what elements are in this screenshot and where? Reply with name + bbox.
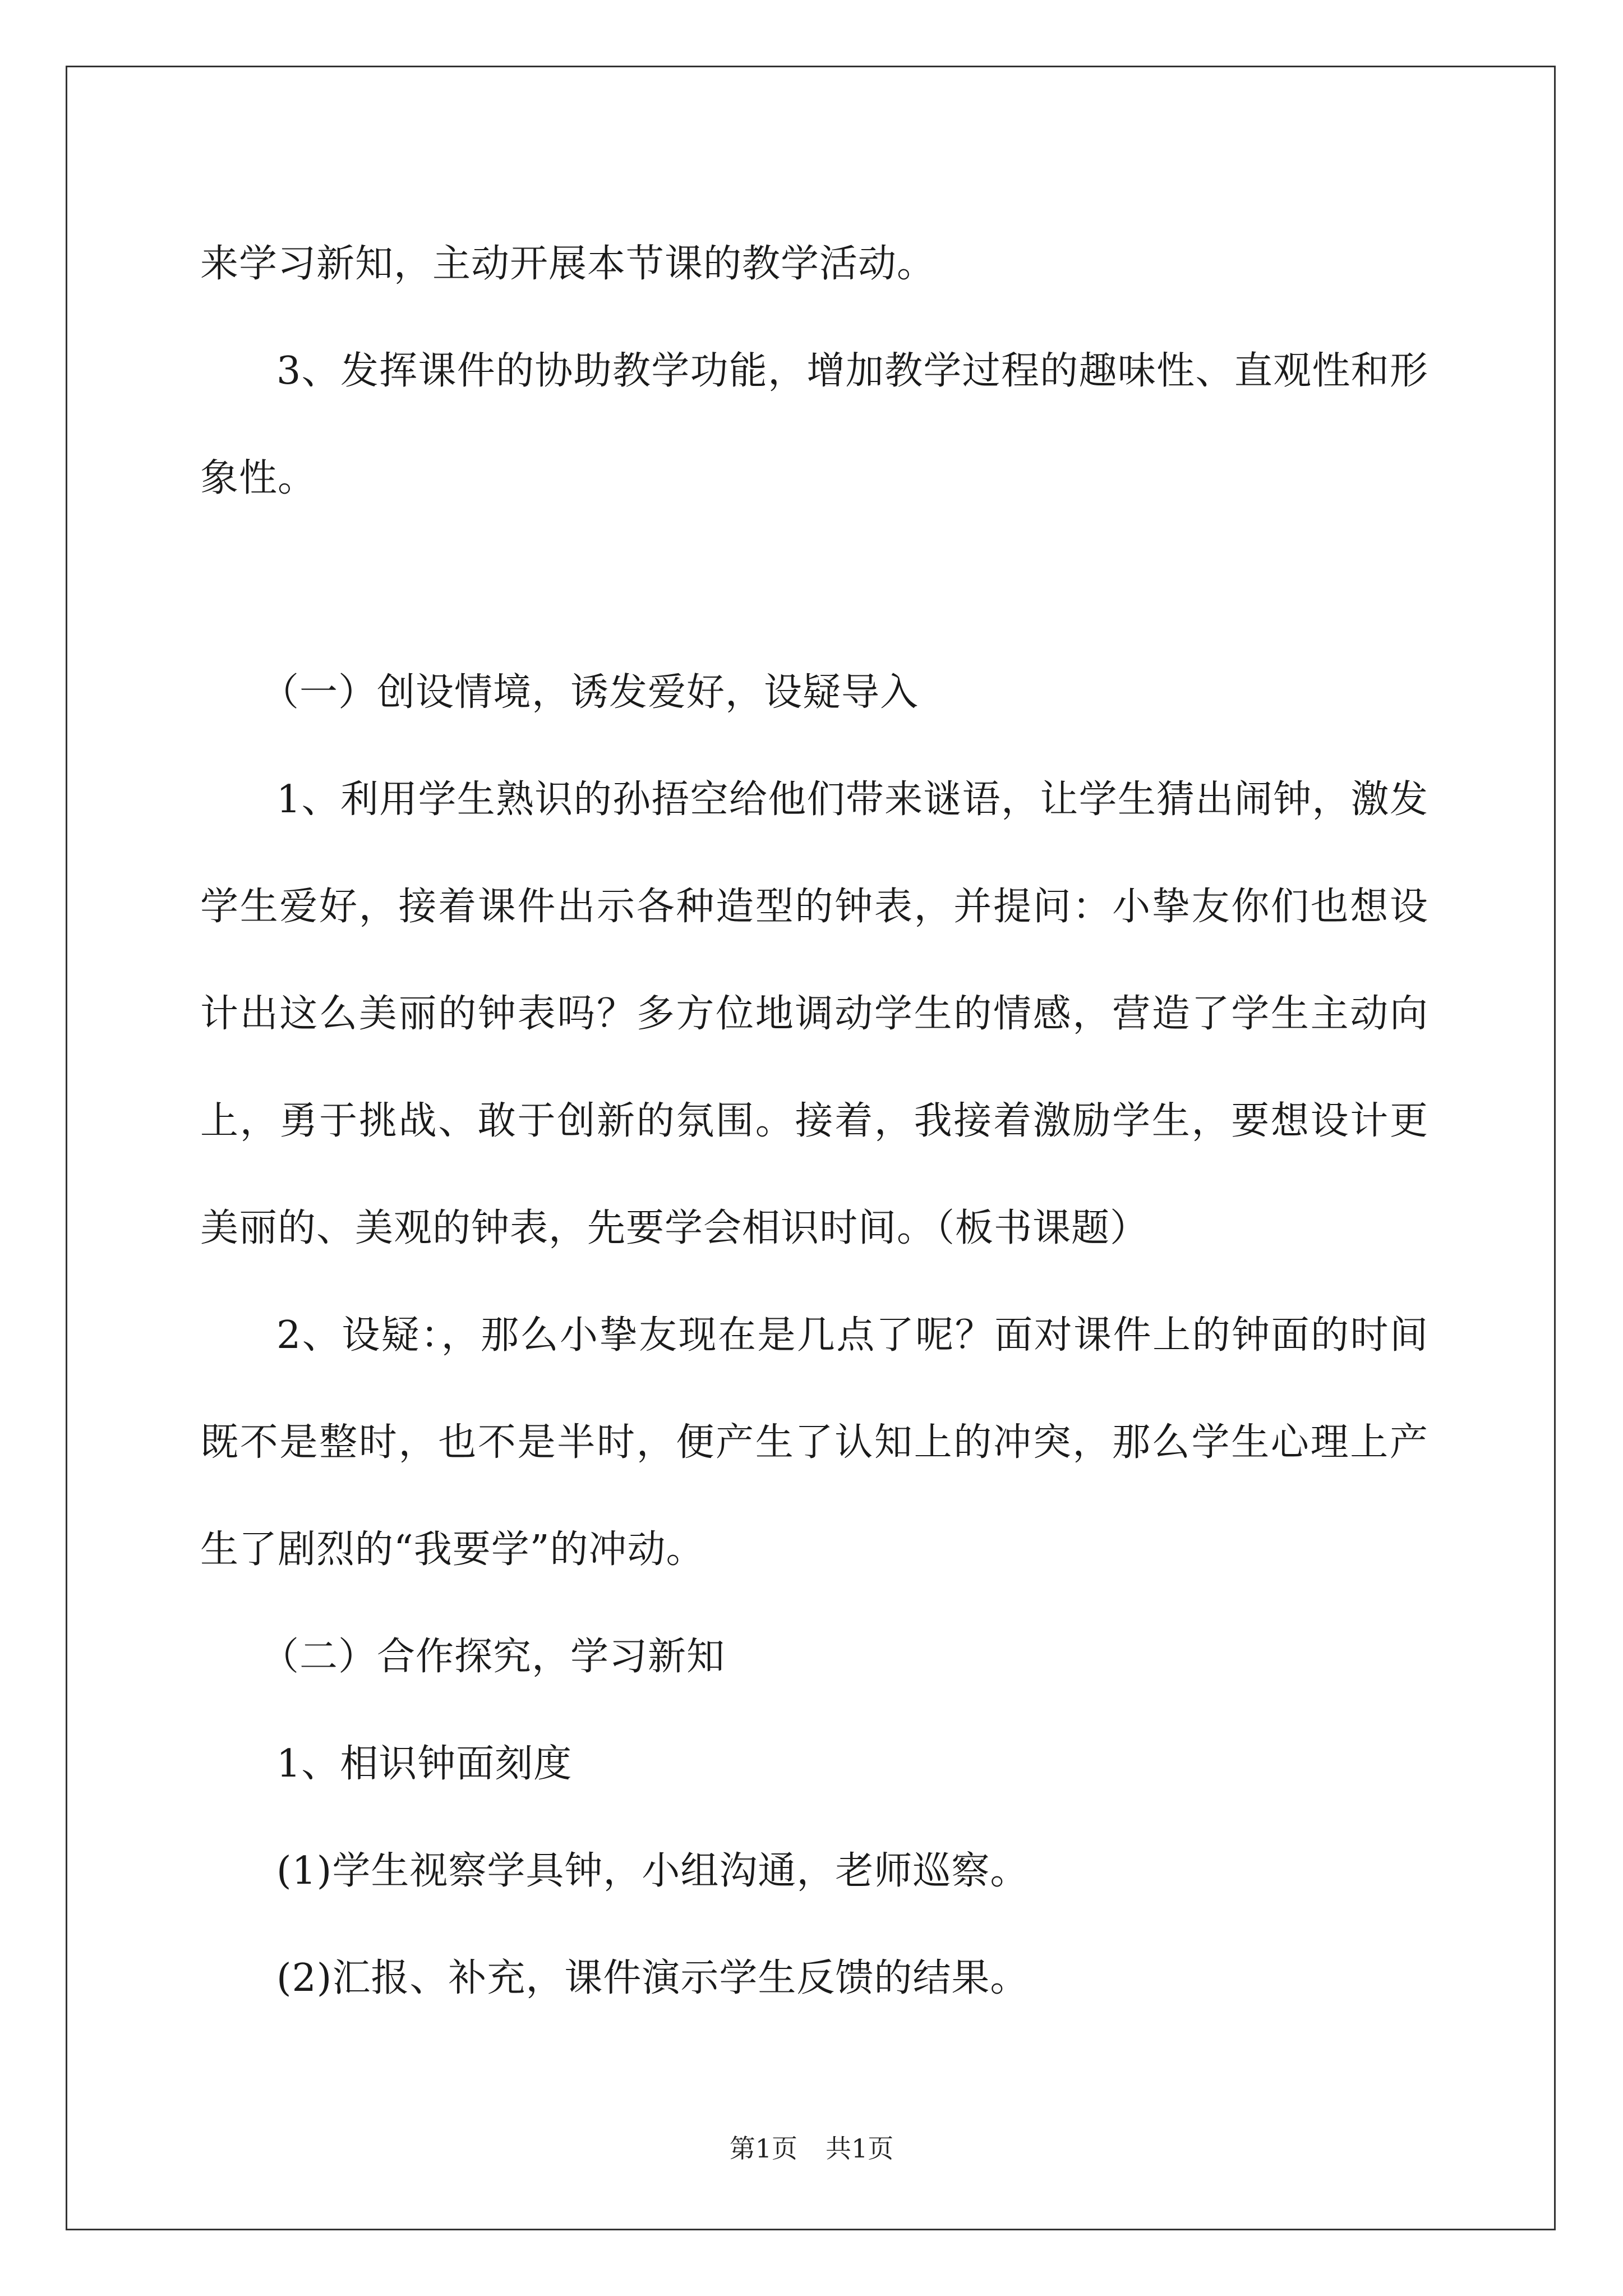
page-total: 共1页 <box>826 2133 894 2164</box>
paragraph-step-1: 1、利用学生熟识的孙捂空给他们带来谜语，让学生猜出闹钟，激发学生爱好，接着课件出示各种造型的钟表，并提问：小挚友你们也想设计出这么美丽的钟表吗？多方位地调动学生的情感，营造了学生主动向上，勇于挑战、敢于创新的氛围。接着，我接着激励学生，要想设计更美丽的、美观的钟表，先要学会相识时间。（板书课题） <box>200 777 1428 1250</box>
page-number: 第1页 <box>729 2133 797 2164</box>
subsection-heading-1: 1、相识钟面刻度 <box>276 1742 573 1786</box>
paragraph-continuation: 来学习新知，主动开展本节课的教学活动。 <box>200 242 936 286</box>
section-heading-2: （二）合作探究，学习新知 <box>261 1635 726 1679</box>
list-item-2: (2)汇报、补充，课件演示学生反馈的结果。 <box>276 1956 1029 2000</box>
page-footer <box>0 2132 1623 2165</box>
section-spacer <box>200 532 1428 639</box>
list-item-1: (1)学生视察学具钟，小组沟通，老师巡察。 <box>276 1849 1029 1893</box>
paragraph-step-2: 2、设疑：，那么小挚友现在是几点了呢？面对课件上的钟面的时间既不是整时，也不是半时，便产生了认知上的冲突，那么学生心理上产生了剧烈的“我要学”的冲动。 <box>200 1313 1428 1572</box>
document-body <box>200 210 1428 2032</box>
section-heading-1: （一）创设情境，诱发爱好，设疑导入 <box>261 670 919 715</box>
paragraph-point-3: 3、发挥课件的协助教学功能，增加教学过程的趣味性、直观性和形象性。 <box>200 349 1428 500</box>
